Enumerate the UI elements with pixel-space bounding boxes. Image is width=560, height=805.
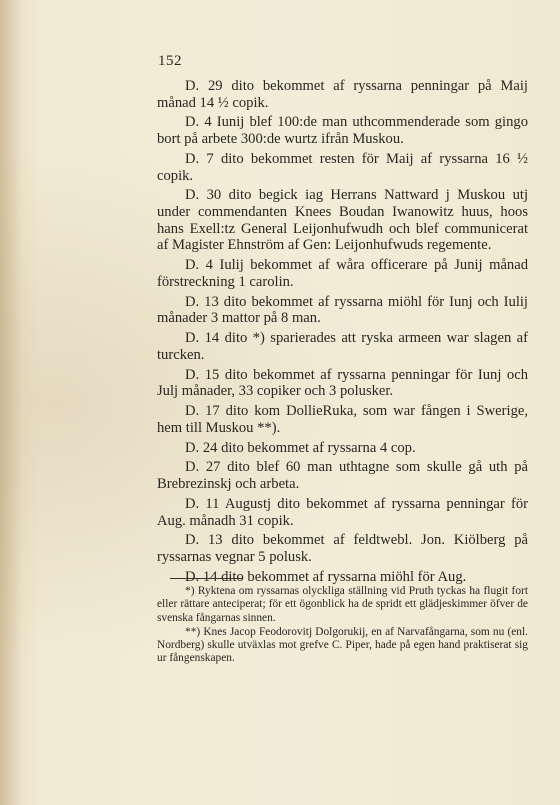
diary-entry: D. 27 dito blef 60 man uthtagne som skulle gå uth på Brebrezinskj och arbeta. — [157, 459, 528, 493]
diary-entry: D. 24 dito bekommet af ryssarna 4 cop. — [185, 439, 416, 456]
diary-entry: D. 29 dito bekommet af ryssarna penningar på Maij månad 14 ½ copik. — [157, 78, 528, 111]
diary-entry: D. 11 Augustj dito bekommet af ryssarna penningar för Aug. månadh 31 copik. — [157, 495, 528, 529]
diary-entry: D. 13 dito bekommet af feldtwebl. Jon. Kiölberg på ryssarnas vegnar 5 polusk. — [157, 532, 528, 565]
diary-entry: D. 14 dito *) sparierades att ryska armeen war slagen af turcken. — [157, 330, 528, 363]
footnote-divider — [170, 578, 242, 579]
footnote: *) Ryktena om ryssarnas olyckliga ställning vid Pruth tyckas ha flugit fort eller rättare anteciperat; för ett ögonblick ha de spridt ett glädjeskimmer öfver de svenska fångarnas sinnen. — [157, 585, 528, 624]
diary-entry: D. 4 Iunij blef 100:de man uthcommenderade som gingo bort på arbete 300:de wurtz ifrån Muskou. — [157, 114, 528, 148]
diary-entry: D. 14 dito bekommet af ryssarna miöhl för Aug. — [185, 568, 467, 585]
page-number: 152 — [158, 53, 182, 69]
diary-entries — [157, 78, 528, 589]
page-gutter-shadow — [0, 0, 22, 805]
diary-entry: D. 17 dito kom DollieRuka, som war fången i Swerige, hem till Muskou **). — [157, 403, 528, 436]
diary-entry: D. 30 dito begick iag Herrans Nattward j Muskou utj under commendanten Knees Boudan Iwanowitz huus, hoos hans Exell:tz General Leijonhufwudh och blef communicerat af Magister Ehnström af Gen: Leijonhufwuds regemente. — [157, 187, 528, 254]
diary-entry: D. 4 Iulij bekommet af wåra officerare på Junij månad förstreckning 1 carolin. — [157, 257, 528, 290]
diary-entry: D. 15 dito bekommet af ryssarna penningar för Iunj och Julj månader, 33 copiker och 3 polusker. — [157, 366, 528, 400]
footnote: **) Knes Jacop Feodorovitj Dolgorukij, en af Narvafångarna, som nu (enl. Nordberg) skulle utväxlas mot grefve C. Piper, hade på egen hand praktiserat sig ur fångenskapen. — [157, 625, 528, 665]
diary-entry: D. 7 dito bekommet resten för Maij af ryssarna 16 ½ copik. — [157, 150, 528, 184]
footnotes — [157, 585, 528, 667]
diary-entry: D. 13 dito bekommet af ryssarna miöhl för Iunj och Iulij månader 3 mattor på 8 man. — [157, 293, 528, 327]
